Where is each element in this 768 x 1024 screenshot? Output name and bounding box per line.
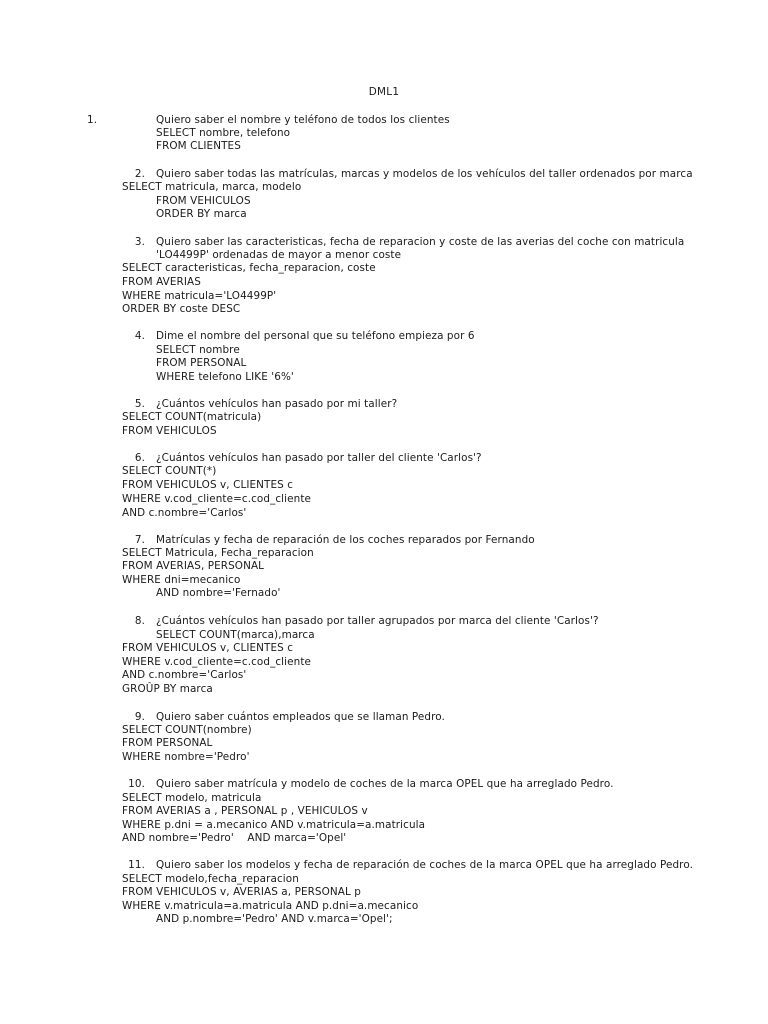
sql-line: ORDER BY coste DESC — [122, 303, 241, 315]
sql-line: SELECT COUNT(matricula) — [122, 411, 262, 423]
sql-line: SELECT matricula, marca, modelo — [122, 181, 302, 193]
question-text: Dime el nombre del personal que su teléfono empieza por 6 — [156, 330, 475, 342]
sql-line: FROM CLIENTES — [156, 140, 241, 152]
sql-line: WHERE nombre='Pedro' — [122, 751, 250, 763]
sql-line: FROM PERSONAL — [156, 357, 247, 369]
question-text: ¿Cuántos vehículos han pasado por taller agrupados por marca del cliente 'Carlos'? — [156, 615, 599, 627]
question-number: 10. — [128, 778, 145, 790]
sql-line: FROM VEHICULOS — [156, 195, 251, 207]
question-text: Quiero saber las caracteristicas, fecha de reparacion y coste de las averias del coche con matricula — [156, 236, 685, 248]
sql-line: SELECT COUNT(*) — [122, 465, 217, 477]
sql-line: SELECT COUNT(marca),marca — [156, 629, 315, 641]
sql-line: WHERE telefono LIKE '6%' — [156, 371, 294, 383]
sql-line: AND c.nombre='Carlos' — [122, 507, 247, 519]
question-number: 8. — [134, 615, 145, 627]
question-text: ¿Cuántos vehículos han pasado por mi taller? — [156, 398, 398, 410]
sql-line: AND nombre='Pedro' AND marca='Opel' — [122, 832, 347, 844]
sql-line: WHERE v.cod_cliente=c.cod_cliente — [122, 656, 311, 668]
sql-line: SELECT caracteristicas, fecha_reparacion, coste — [122, 262, 376, 274]
sql-line: SELECT modelo, matricula — [122, 792, 262, 804]
sql-line: SELECT nombre, telefono — [156, 127, 291, 139]
sql-line: WHERE dni=mecanico — [122, 574, 241, 586]
sql-line: FROM VEHICULOS — [122, 425, 217, 437]
sql-line: FROM VEHICULOS v, CLIENTES c — [122, 642, 294, 654]
sql-line: AND c.nombre='Carlos' — [122, 669, 247, 681]
question-text: Quiero saber todas las matrículas, marcas y modelos de los vehículos del taller ordenados por marca — [156, 168, 693, 180]
sql-line: SELECT nombre — [156, 344, 240, 356]
question-number: 4. — [134, 330, 145, 342]
sql-line: WHERE v.cod_cliente=c.cod_cliente — [122, 493, 311, 505]
sql-line: FROM AVERIAS, PERSONAL — [122, 560, 265, 572]
question-text: Quiero saber matrícula y modelo de coches de la marca OPEL que ha arreglado Pedro. — [156, 778, 614, 790]
question-number: 7. — [134, 534, 145, 546]
question-number: 1. — [87, 114, 98, 126]
question-text: Matrículas y fecha de reparación de los coches reparados por Fernando — [156, 534, 535, 546]
sql-line: AND nombre='Fernado' — [156, 587, 281, 599]
sql-line: FROM VEHICULOS v, AVERIAS a, PERSONAL p — [122, 886, 361, 898]
question-text: Quiero saber el nombre y teléfono de todos los clientes — [156, 114, 450, 126]
question-number: 9. — [134, 711, 145, 723]
question-number: 3. — [134, 236, 145, 248]
sql-line: FROM AVERIAS a , PERSONAL p , VEHICULOS v — [122, 805, 368, 817]
sql-line: SELECT modelo,fecha_reparacion — [122, 873, 299, 885]
question-number: 2. — [134, 168, 145, 180]
sql-line: WHERE matricula='LO4499P' — [122, 290, 277, 302]
document-title: DML1 — [368, 86, 400, 98]
sql-line: FROM VEHICULOS v, CLIENTES c — [122, 479, 294, 491]
question-number: 11. — [128, 859, 145, 871]
sql-line: WHERE p.dni = a.mecanico AND v.matricula=a.matricula — [122, 819, 426, 831]
question-text: Quiero saber cuántos empleados que se llaman Pedro. — [156, 711, 445, 723]
sql-line: ORDER BY marca — [156, 208, 247, 220]
sql-line: SELECT Matricula, Fecha_reparacion — [122, 547, 314, 559]
question-number: 5. — [134, 398, 145, 410]
sql-line: WHERE v.matricula=a.matricula AND p.dni=a.mecanico — [122, 900, 419, 912]
sql-line: 'LO4499P' ordenadas de mayor a menor coste — [156, 249, 402, 261]
sql-line: AND p.nombre='Pedro' AND v.marca='Opel'; — [156, 913, 393, 925]
sql-line: FROM PERSONAL — [122, 737, 213, 749]
question-text: Quiero saber los modelos y fecha de reparación de coches de la marca OPEL que ha arreglado Pedro. — [156, 859, 693, 871]
question-number: 6. — [134, 452, 145, 464]
sql-line: GROÛP BY marca — [122, 683, 213, 695]
question-text: ¿Cuántos vehículos han pasado por taller del cliente 'Carlos'? — [156, 452, 482, 464]
sql-line: FROM AVERIAS — [122, 276, 201, 288]
sql-line: SELECT COUNT(nombre) — [122, 724, 252, 736]
